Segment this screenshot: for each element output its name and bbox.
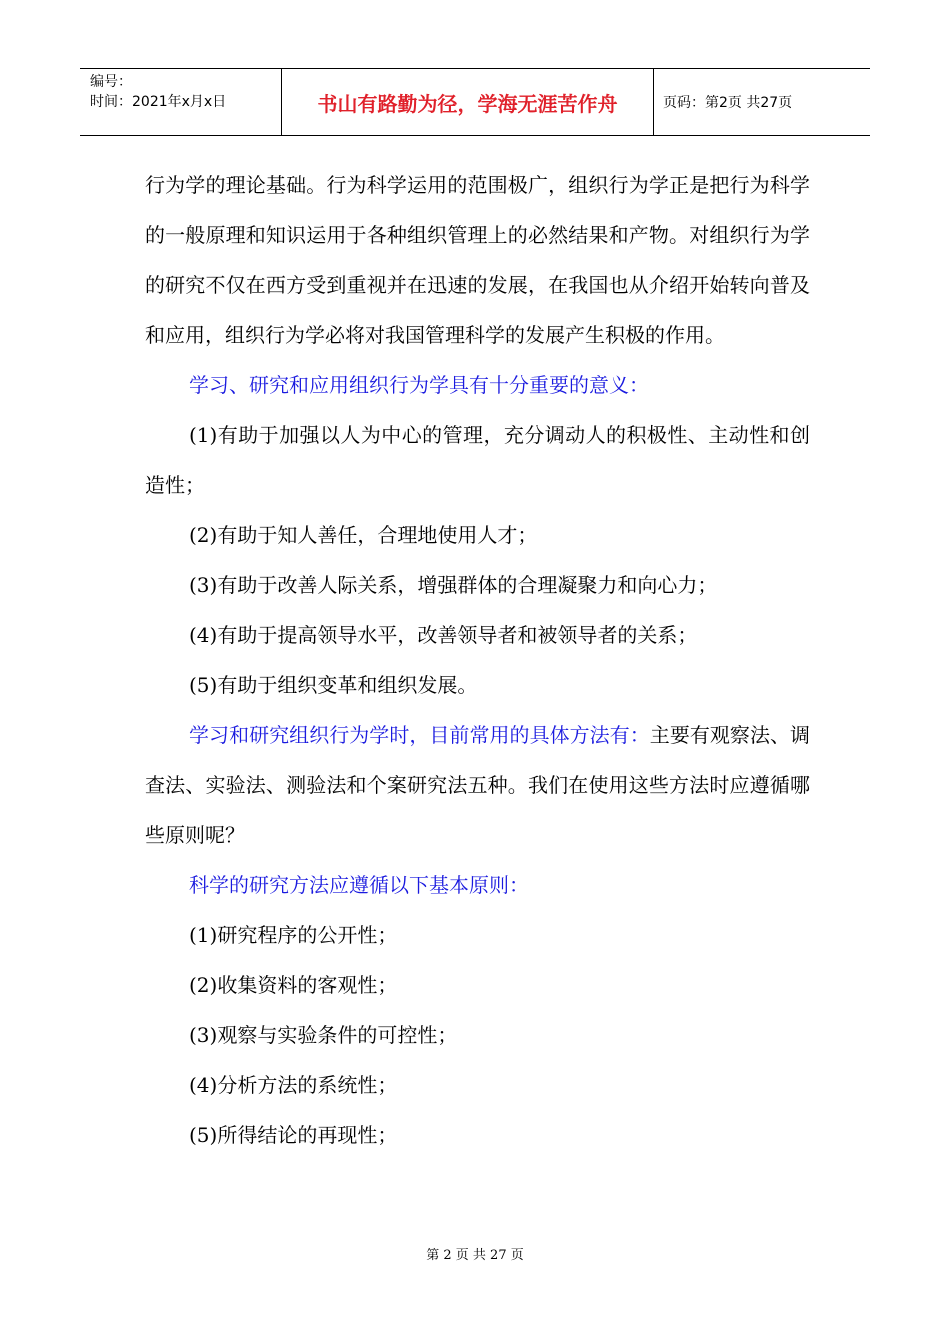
list-item: (4)分析方法的系统性；	[189, 1073, 398, 1097]
header-left-cell	[80, 69, 282, 135]
date-label: 时间：2021年x月x日	[90, 94, 227, 110]
heading-significance: 学习、研究和应用组织行为学具有十分重要的意义：	[189, 373, 649, 397]
paragraph-intro: 行为学的理论基础。行为科学运用的范围极广，组织行为学正是把行为科学的一般原理和知识运用于各种组织管理上的必然结果和产物。对组织行为学的研究不仅在西方受到重视并在迅速的发展，在我国也从介绍开始转向普及和应用，组织行为学必将对我国管理科学的发展产生积极的作用。	[145, 173, 810, 347]
list-item: (3)观察与实验条件的可控性；	[189, 1023, 458, 1047]
list-item: (3)有助于改善人际关系，增强群体的合理凝聚力和向心力；	[189, 573, 718, 597]
list-item: (1)有助于加强以人为中心的管理，充分调动人的积极性、主动性和创造性；	[145, 423, 810, 497]
header-table	[80, 68, 870, 136]
document-body	[145, 160, 810, 1160]
list-item: (5)所得结论的再现性；	[189, 1123, 398, 1147]
list-item: (2)有助于知人善任，合理地使用人才；	[189, 523, 538, 547]
heading-principles: 科学的研究方法应遵循以下基本原则：	[189, 873, 529, 897]
list-item: (5)有助于组织变革和组织发展。	[189, 673, 478, 697]
paragraph-methods	[145, 710, 810, 860]
methods-text: 主要有观察法、调查法、实验法、测验法和个案研究法五种。我们在使用这些方法时应遵循哪些原则呢？	[145, 723, 811, 847]
header-motto: 书山有路勤为径，学海无涯苦作舟	[282, 69, 654, 135]
list-item: (2)收集资料的客观性；	[189, 973, 398, 997]
list-item: (1)研究程序的公开性；	[189, 923, 398, 947]
list-item: (4)有助于提高领导水平，改善领导者和被领导者的关系；	[189, 623, 698, 647]
header-page-info: 页码：第2页 共27页	[663, 95, 793, 111]
heading-methods: 学习和研究组织行为学时，目前常用的具体方法有：	[189, 723, 650, 747]
page-footer: 第 2 页 共 27 页	[426, 1248, 524, 1263]
number-label: 编号：	[90, 74, 132, 90]
